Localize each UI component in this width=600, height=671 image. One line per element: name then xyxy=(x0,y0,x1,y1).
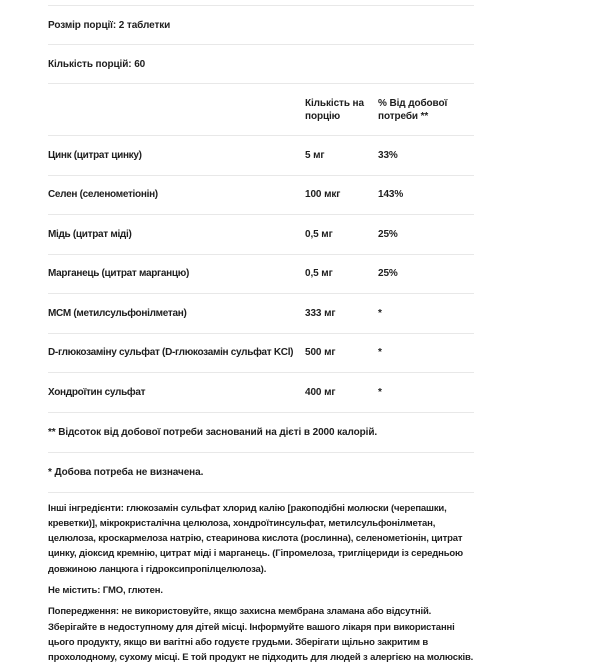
supplement-facts-panel xyxy=(48,5,474,671)
nutrient-row-msm xyxy=(48,294,474,334)
serving-size-row xyxy=(48,6,474,45)
nutrient-amount: 500 мг xyxy=(305,347,336,359)
warnings-text: Попередження: не використовуйте, якщо захисна мембрана зламана або відсутній. Зберігайте в недоступному для дітей місці. Інформуйте вашого лікаря при використанні цього продукту, якщо ви вагітні або годуєте грудьми. Зберігати щільно закритим в прохолодному, сухому місці. Е той продукт не підходить для людей з алергією на молюсків. xyxy=(48,606,474,664)
nutrient-row-zinc xyxy=(48,136,474,176)
footnote-daily-value xyxy=(48,413,474,453)
nutrient-amount: 100 мкг xyxy=(305,189,341,201)
footnote-text: * Добова потреба не визначена. xyxy=(48,466,204,478)
nutrient-dv: 25% xyxy=(378,268,398,280)
nutrient-row-glucosamine xyxy=(48,334,474,374)
nutrient-row-copper xyxy=(48,215,474,255)
nutrient-dv: * xyxy=(378,386,382,398)
nutrient-dv: 25% xyxy=(378,228,398,240)
column-header-daily-value: % Від добової потреби ** xyxy=(378,97,448,122)
servings-count-row xyxy=(48,45,474,84)
nutrient-row-selenium xyxy=(48,176,474,216)
table-header-row xyxy=(48,84,474,136)
nutrient-name: Мідь (цитрат міді) xyxy=(48,228,132,240)
nutrient-dv: 143% xyxy=(378,189,404,201)
nutrient-amount: 333 мг xyxy=(305,307,336,319)
nutrient-row-chondroitin xyxy=(48,373,474,413)
nutrient-name: D-глюкозаміну сульфат (D-глюкозамін сульфат KCl) xyxy=(48,347,294,359)
nutrient-name: Селен (селенометіонін) xyxy=(48,189,158,201)
nutrient-amount: 400 мг xyxy=(305,386,336,398)
column-header-amount: Кількість на порцію xyxy=(305,97,364,122)
does-not-contain-text: Не містить: ГМО, глютен. xyxy=(48,584,163,596)
nutrient-name: МСМ (метилсульфонілметан) xyxy=(48,307,187,319)
serving-size-text: Розмір порції: 2 таблетки xyxy=(48,19,171,31)
nutrient-dv: * xyxy=(378,347,382,359)
nutrient-name: Марганець (цитрат марганцю) xyxy=(48,268,190,280)
nutrient-name: Хондроїтин сульфат xyxy=(48,386,146,398)
servings-count-text: Кількість порцій: 60 xyxy=(48,58,146,70)
nutrient-amount: 0,5 мг xyxy=(305,268,333,280)
nutrient-row-manganese xyxy=(48,255,474,295)
nutrient-dv: 33% xyxy=(378,149,398,161)
footnote-text: ** Відсоток від добової потреби заснований на дієті в 2000 калорій. xyxy=(48,426,378,438)
nutrient-name: Цинк (цитрат цинку) xyxy=(48,149,142,161)
nutrient-amount: 5 мг xyxy=(305,149,325,161)
label-paragraphs xyxy=(48,493,474,666)
footnote-not-established xyxy=(48,453,474,493)
other-ingredients-text: Інші інгредієнти: глюкозамін сульфат хлорид калію [ракоподібні молюски (черепашки, креветки)], мікрокристалічна целюлоза, хондроїтинсульфат, метилсульфонілметан, целюлоза, кроскармелоза натрію, стеаринова кислота (рослинна), селенометіонін, цитрат цинку, діоксид кремнію, цитрат міді і марганець. (Гіпромелоза, тригліцериди із середньою довжиною ланцюга і гідроксипропілцелюлоза). xyxy=(48,502,464,575)
nutrient-amount: 0,5 мг xyxy=(305,228,333,240)
nutrient-dv: * xyxy=(378,307,382,319)
